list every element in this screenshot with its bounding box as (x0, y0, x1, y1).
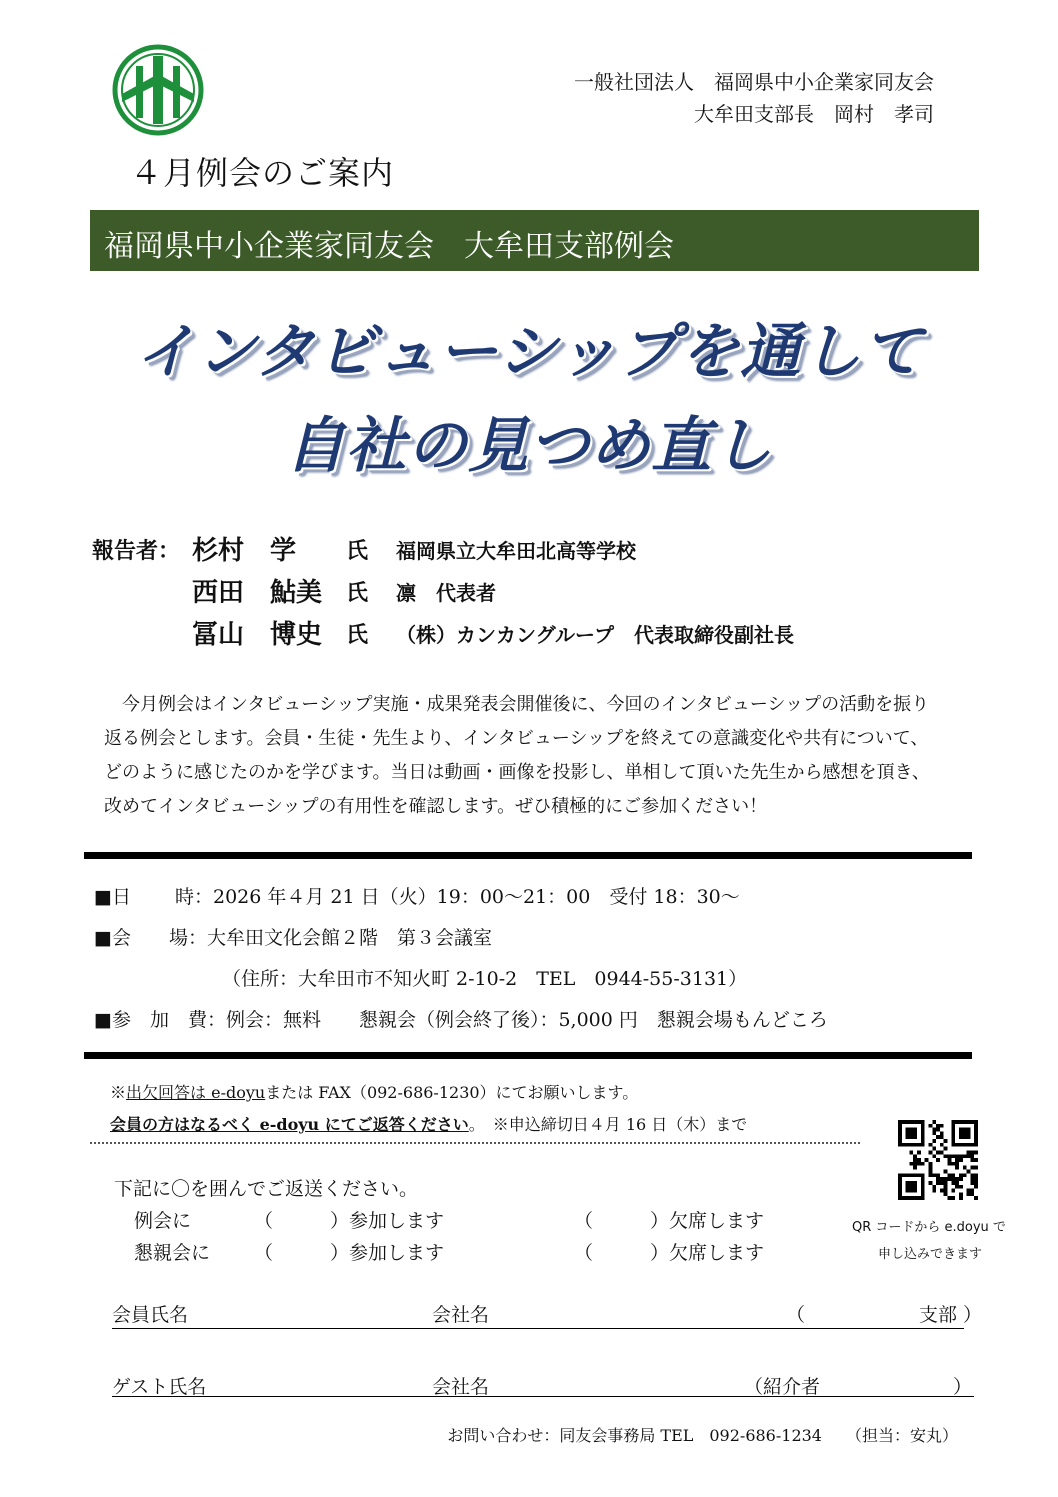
company-label: 会社名 (432, 1376, 490, 1398)
reporter-org: 凛 代表者 (396, 581, 496, 605)
absent-option[interactable]: （ ）欠席します (574, 1242, 765, 1264)
main-title-line2: 自社の見つめ直し (285, 411, 773, 481)
guest-name-label: ゲスト氏名 (112, 1376, 207, 1398)
branch-leader: 大牟田支部長 岡村 孝司 (694, 102, 934, 126)
description-line: 今月例会はインタビューシップ実施・成果発表会開催後に、今回のインタビューシップの活動を振り (104, 694, 930, 715)
organization-name: 一般社団法人 福岡県中小企業家同友会 (574, 70, 934, 94)
reply-row-label: 懇親会に (134, 1242, 211, 1264)
reporters-label: 報告者： (92, 539, 181, 564)
main-title-line1: インタビューシップを通して (134, 317, 924, 387)
branch-label: （ 支部 ） (786, 1304, 983, 1326)
reporter-org: （株）カンカングループ 代表取締役副社長 (396, 623, 794, 647)
cut-line (90, 1142, 860, 1144)
company-label: 会社名 (432, 1304, 490, 1326)
qr-code[interactable] (898, 1120, 978, 1200)
deadline-notice: 会員の方はなるべく e-doyu にてご返答ください。 ※申込締切日４月 16 日（木）まで (110, 1115, 748, 1134)
description-line: 改めてインタビューシップの有用性を確認します。ぜひ積極的にご参加ください！ (104, 796, 768, 817)
introducer-label: （紹介者 ） (744, 1376, 973, 1398)
reporter-honorific: 氏 (346, 623, 369, 648)
event-venue: ■会 場：大牟田文化会館２階 第３会議室 (94, 927, 492, 949)
contact-footer: お問い合わせ：同友会事務局 TEL 092-686-1234 （担当：安丸） (447, 1426, 958, 1445)
event-fee: ■参 加 費：例会：無料 懇親会（例会終了後）：5,000 円 懇親会場もんどころ (94, 1009, 828, 1031)
reporter-name: 冨山 博史 (192, 620, 323, 650)
divider (84, 852, 972, 859)
reporter-name: 西田 鮎美 (192, 578, 323, 608)
qr-caption: 申し込みできます (878, 1247, 983, 1262)
absent-option[interactable]: （ ）欠席します (574, 1210, 765, 1232)
reply-row-label: 例会に (134, 1210, 192, 1232)
event-address: （住所：大牟田市不知火町 2-10-2 TEL 0944-55-3131） (222, 968, 748, 990)
member-name-label: 会員氏名 (112, 1304, 189, 1326)
reporter-name: 杉村 学 (192, 536, 297, 566)
description-line: どのように感じたのかを学びます。当日は動画・画像を投影し、単相して頂いた先生から感想を頂き、 (104, 762, 930, 783)
description-line: 返る例会とします。会員・生徒・先生より、インタビューシップを終えての意識変化や共有について、 (104, 728, 929, 749)
reporter-honorific: 氏 (346, 581, 369, 606)
reply-instruction: 下記に〇を囲んでご返送ください。 (114, 1178, 419, 1200)
attend-option[interactable]: （ ）参加します (254, 1242, 445, 1264)
reply-notice: ※出欠回答は e-doyuまたは FAX（092-686-1230）にてお願いします。 (110, 1083, 639, 1102)
qr-caption: QR コードから e.doyu で (852, 1220, 1006, 1235)
divider (84, 1052, 972, 1059)
document-title: ４月例会のご案内 (130, 154, 395, 192)
organization-logo (112, 44, 204, 136)
banner-text: 福岡県中小企業家同友会 大牟田支部例会 (104, 229, 674, 264)
reporter-honorific: 氏 (346, 539, 369, 564)
event-datetime: ■日 時：2026 年４月 21 日（火）19：00～21：00 受付 18：30～ (94, 886, 740, 908)
reporter-org: 福岡県立大牟田北高等学校 (396, 539, 636, 563)
attend-option[interactable]: （ ）参加します (254, 1210, 445, 1232)
